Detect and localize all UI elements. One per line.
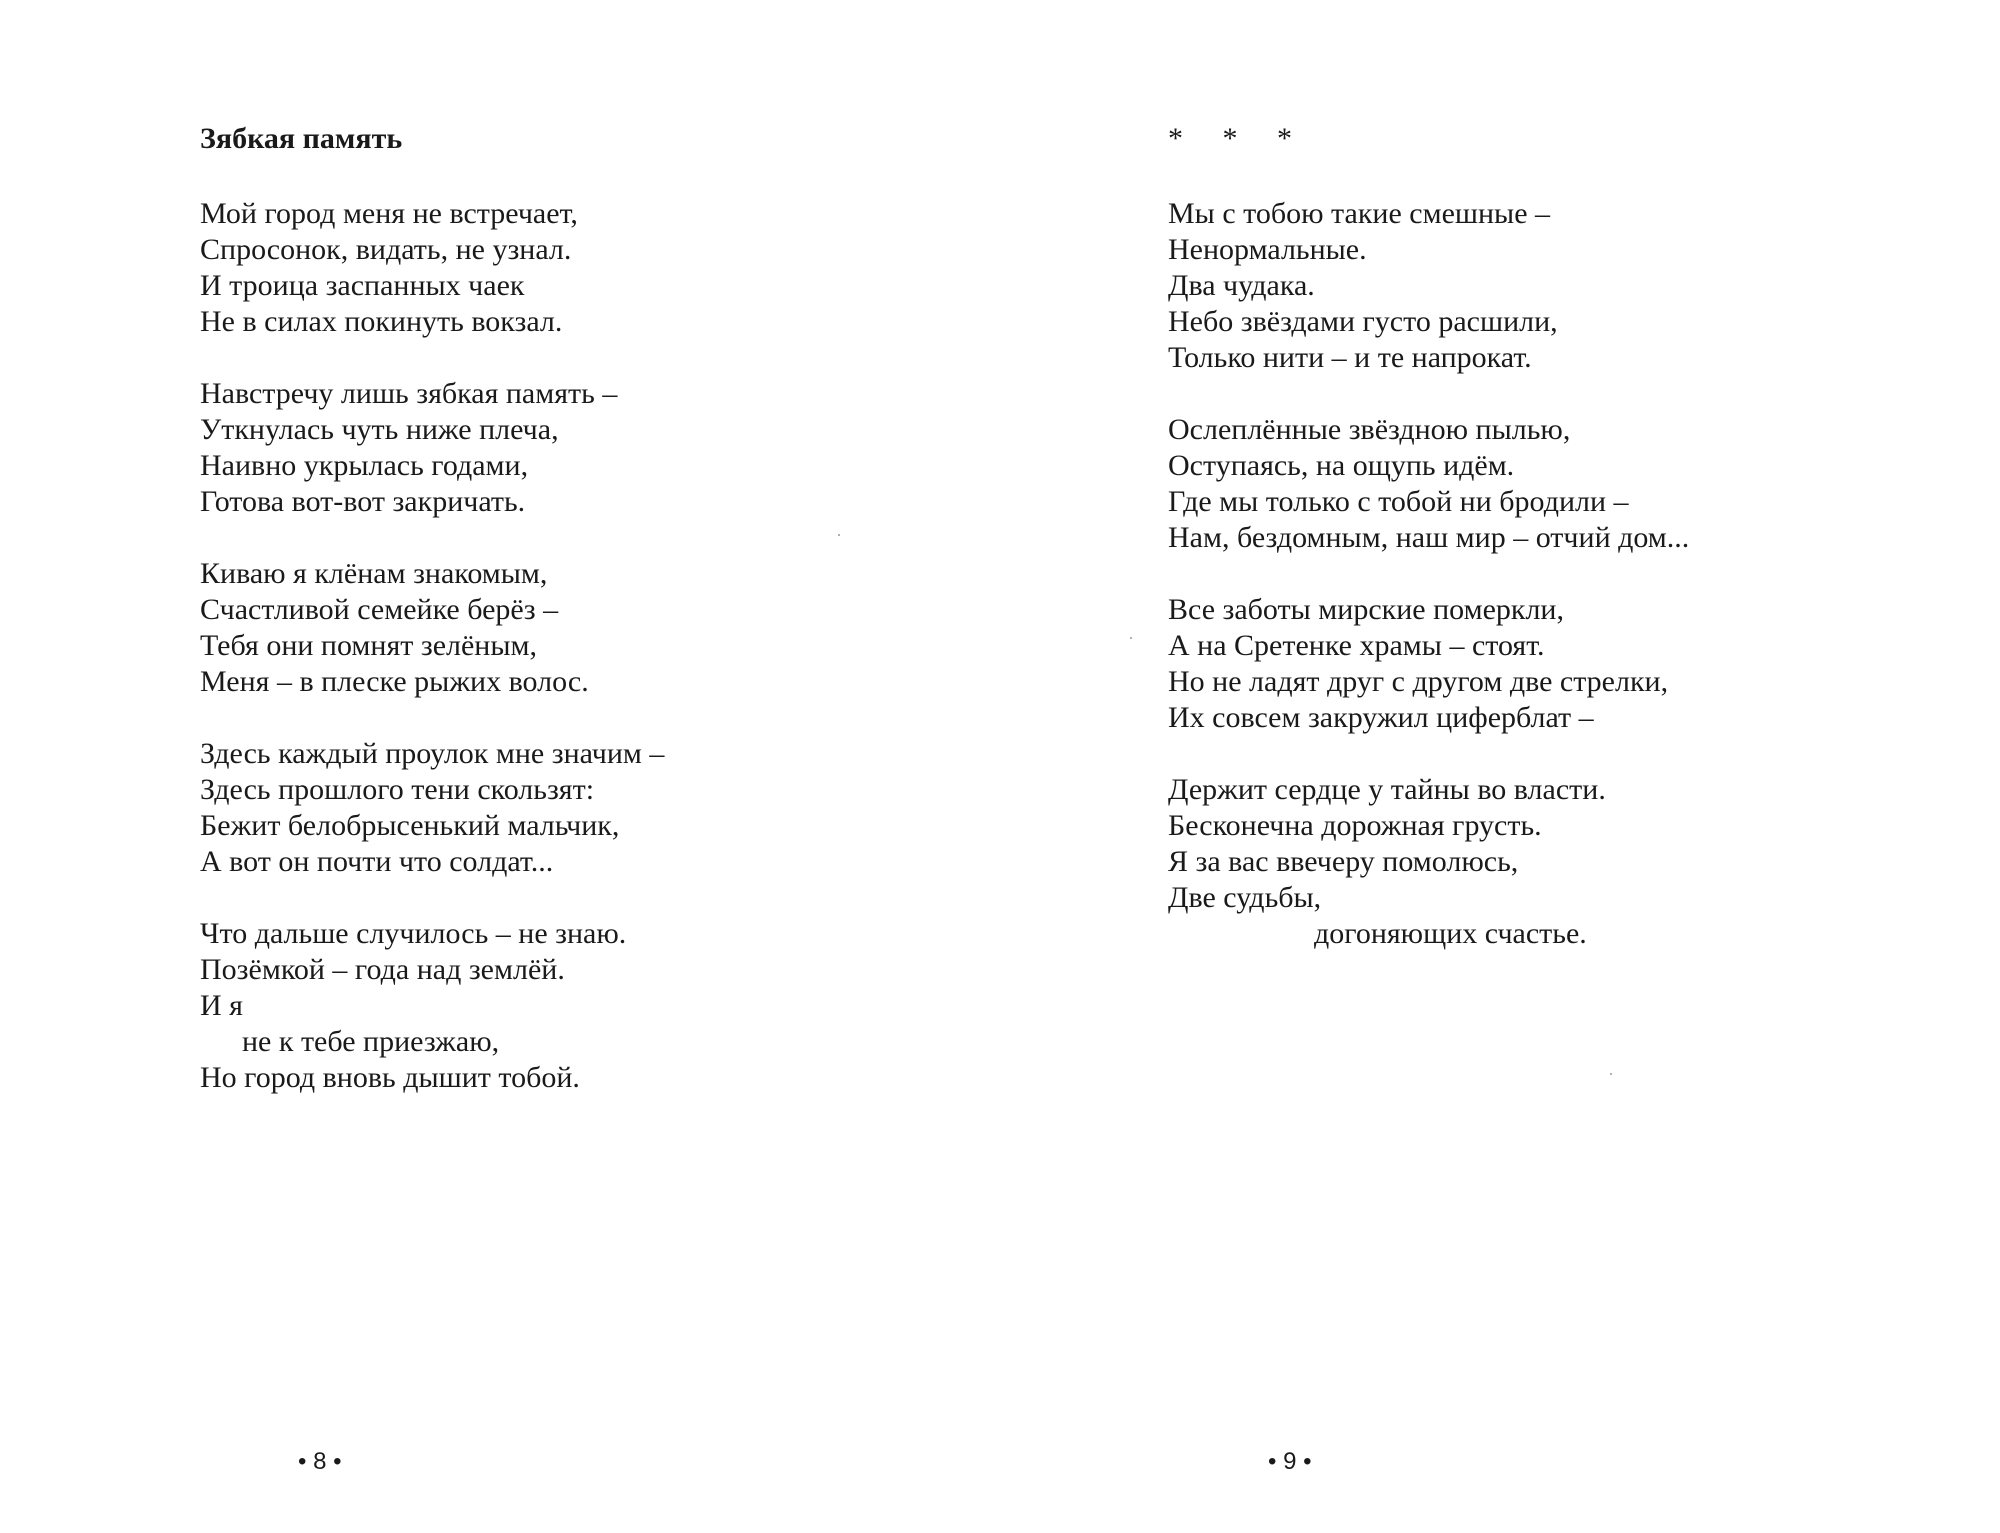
page-number: • 9 • [1268,1448,1312,1475]
poem-line: Где мы только с тобой ни бродили – [1168,485,1629,518]
poem-line: Две судьбы, [1168,881,1322,914]
poem-line: И я [200,989,243,1022]
poem-line: Позёмкой – года над землёй. [200,953,565,986]
poem-line: Тебя они помнят зелёным, [200,629,538,662]
poem-line: Ненормальные. [1168,233,1367,266]
scan-speck [1130,637,1132,639]
poem-line: Меня – в плеске рыжих волос. [200,665,589,698]
scan-speck [838,534,840,536]
poem-line: Наивно укрылась годами, [200,449,529,482]
right-page [1000,0,2000,1533]
poem-line: Навстречу лишь зябкая память – [200,377,618,410]
poem-line: Только нити – и те напрокат. [1168,341,1532,374]
scan-speck [1610,1073,1612,1075]
poem-line: догоняющих счастье. [1314,917,1587,950]
poem-line: Небо звёздами густо расшили, [1168,305,1558,338]
poem-line: Что дальше случилось – не знаю. [200,917,627,950]
poem-title: Зябкая память [200,122,403,155]
poem-line: Счастливой семейке берёз – [200,593,559,626]
poem-line: Но город вновь дышит тобой. [200,1061,580,1094]
poem-line: Мой город меня не встречает, [200,197,578,230]
section-separator: * * * [1168,122,1308,155]
stanza [1168,592,1689,736]
poem-line: Держит сердце у тайны во власти. [1168,773,1606,806]
poem-line: Уткнулась чуть ниже плеча, [200,413,559,446]
stanza [1168,772,1689,952]
poem-line: Мы с тобою такие смешные – [1168,197,1551,230]
poem-line: Но не ладят друг с другом две стрелки, [1168,665,1669,698]
stanza [200,736,664,880]
poem-line: И троица заспанных чаек [200,269,525,302]
poem-line: Оступаясь, на ощупь идём. [1168,449,1515,482]
page-number: • 8 • [298,1448,342,1475]
poem-line: Два чудака. [1168,269,1315,302]
poem-line: Все заботы мирские померкли, [1168,593,1564,626]
stanza [200,556,664,700]
stanza [200,196,664,340]
poem-line: Нам, бездомным, наш мир – отчий дом... [1168,521,1690,554]
poem-line: А на Сретенке храмы – стоят. [1168,629,1545,662]
poem-line: Их совсем закружил циферблат – [1168,701,1594,734]
poem-line: Спросонок, видать, не узнал. [200,233,572,266]
poem-line: Я за вас ввечеру помолюсь, [1168,845,1519,878]
stanza [1168,196,1689,376]
stanza [200,376,664,520]
poem-line: Готова вот-вот закричать. [200,485,526,518]
poem-line: Бесконечна дорожная грусть. [1168,809,1542,842]
poem-line: Киваю я клёнам знакомым, [200,557,548,590]
poem-line: Здесь прошлого тени скользят: [200,773,595,806]
poem-left [200,196,664,1132]
poem-line: А вот он почти что солдат... [200,845,554,878]
poem-line: Здесь каждый проулок мне значим – [200,737,665,770]
poem-line: Бежит белобрысенький мальчик, [200,809,620,842]
poem-right [1168,196,1689,988]
poem-line: Не в силах покинуть вокзал. [200,305,563,338]
poem-line: не к тебе приезжаю, [242,1025,500,1058]
poem-line: Ослеплённые звёздною пылью, [1168,413,1571,446]
stanza [200,916,664,1096]
stanza [1168,412,1689,556]
